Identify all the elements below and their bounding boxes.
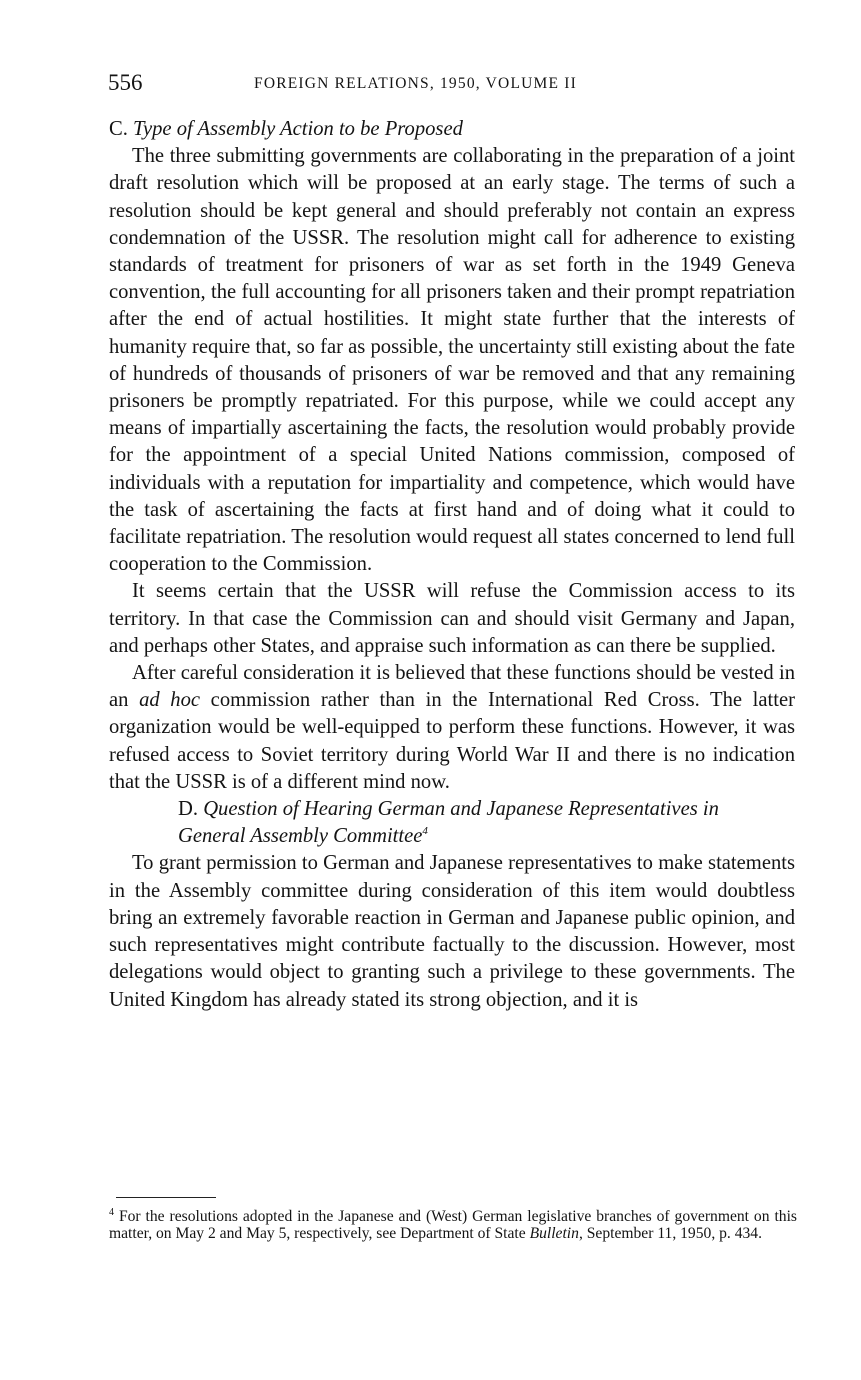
section-d-title-line-2-text: General Assembly Committee	[178, 825, 423, 848]
footnote-reference: 4	[422, 825, 428, 838]
section-d-title-line-2	[155, 823, 795, 850]
footnote-text-b: , September 11, 1950, p. 434.	[578, 1225, 762, 1242]
section-d-heading	[109, 796, 795, 850]
running-head	[108, 70, 798, 104]
paragraph-3-text-b: commission rather than in the International Red Cross. The latter organization would be well-equipped to perform these functions. However, it was refused access to Soviet territory during World War II and there is no indication that the USSR is of a different mind now.	[109, 689, 795, 793]
section-c-paragraph-1: The three submitting governments are collaborating in the preparation of a joint draft resolution which will be proposed at an early stage. The terms of such a resolution should be kept general and should preferably not contain an express condemnation of the USSR. The resolution might call for adherence to existing standards of treatment for prisoners of war as set forth in the 1949 Geneva convention, the full accounting for all prisoners taken and their prompt repatriation after the end of actual hostilities. It might state further that the interests of humanity require that, so far as possible, the uncertainty still existing about the fate of hundreds of thousands of prisoners of war be removed and that any remaining prisoners be promptly repatriated. For this purpose, while we could accept any means of impartially ascertaining the facts, the resolution would probably provide for the appointment of a special United Nations commission, composed of individuals with a reputation for impartiality and competence, which would have the task of ascertaining the facts at first hand and of doing what it could to facilitate repatriation. The resolution would request all states concerned to lend full cooperation to the Commission.	[109, 145, 795, 576]
footnote-text-a: For the resolutions adopted in the Japanese and (West) German legislative branches of government on this matter, on May 2 and May 5, respectively, see Department of State	[109, 1208, 797, 1242]
running-title: FOREIGN RELATIONS, 1950, VOLUME II	[254, 75, 577, 92]
section-d-marker: D.	[178, 798, 199, 821]
section-c-title: Type of Assembly Action to be Proposed	[133, 118, 463, 140]
body-text	[109, 116, 795, 1014]
section-d-title-line-1: Question of Hearing German and Japanese Representatives in	[203, 798, 719, 821]
footnote-divider	[116, 1197, 216, 1198]
section-d-paragraph: To grant permission to German and Japanese representatives to make statements in the Assembly committee during consideration of this item would doubtless bring an extremely favorable reaction in German and Japanese public opinion, and such representatives might contribute factually to the discussion. However, most delegations would object to granting such a privilege to these governments. The United Kingdom has already stated its strong objection, and it is	[109, 852, 795, 1011]
page-number: 556	[108, 70, 143, 95]
paragraph-3-text-a: After careful consideration it is believed that these functions should be vested in an	[109, 662, 795, 712]
section-c-heading	[109, 116, 795, 143]
footnote-number: 4	[109, 1206, 114, 1218]
footnote-italic: Bulletin	[529, 1225, 579, 1242]
section-c-paragraph-2: It seems certain that the USSR will refuse the Commission access to its territory. In that case the Commission can and should visit Germany and Japan, and perhaps other States, and appraise such information as can there be supplied.	[109, 580, 795, 657]
paragraph-3-italic: ad hoc	[139, 689, 201, 712]
footnote	[109, 1208, 797, 1242]
section-c-paragraph-3	[109, 660, 795, 796]
section-c-marker: C.	[109, 118, 128, 140]
